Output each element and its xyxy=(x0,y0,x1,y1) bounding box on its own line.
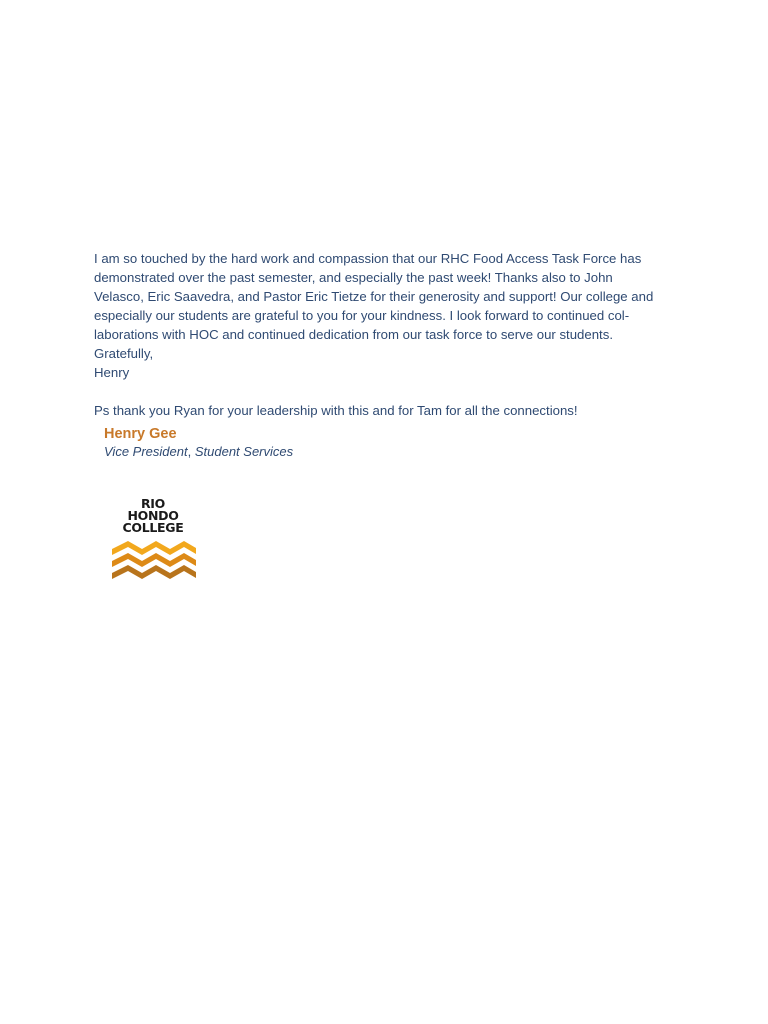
blank-line xyxy=(94,382,694,401)
signature-department: Student Services xyxy=(194,444,294,459)
signature-title: Vice President xyxy=(104,444,188,459)
logo-waves-icon xyxy=(108,537,200,587)
logo-wave-2 xyxy=(112,553,196,567)
letter-paragraph: I am so touched by the hard work and compassion that our RHC Food Access Task Force has demonstrated over the past semester, and especially the past week! Thanks also to John Velasco, Eric Saavedra, and Pastor Eric Tietze for their generosity and support! Our college and especially our students are grateful to you for your kindness. I look forward to continued col- laborations with HOC and continued dedication from our task force to serve our students. xyxy=(94,251,654,342)
logo-line-hondo: HONDO xyxy=(127,508,179,523)
college-logo xyxy=(108,498,200,588)
email-signature xyxy=(104,425,504,460)
logo-wordmark xyxy=(108,498,198,534)
logo-line-college: COLLEGE xyxy=(122,520,184,535)
letter-signoff: Henry xyxy=(94,365,130,380)
signature-title-line xyxy=(104,443,504,460)
signature-name: Henry Gee xyxy=(104,426,177,442)
logo-wave-1 xyxy=(112,541,196,555)
letter-body xyxy=(94,249,694,420)
logo-wave-3 xyxy=(112,565,196,579)
logo-line-rio: RIO xyxy=(140,496,165,511)
letter-postscript: Ps thank you Ryan for your leadership with this and for Tam for all the connections! xyxy=(94,403,578,418)
letter-closing: Gratefully, xyxy=(94,346,154,361)
signature-separator: , xyxy=(187,444,192,459)
